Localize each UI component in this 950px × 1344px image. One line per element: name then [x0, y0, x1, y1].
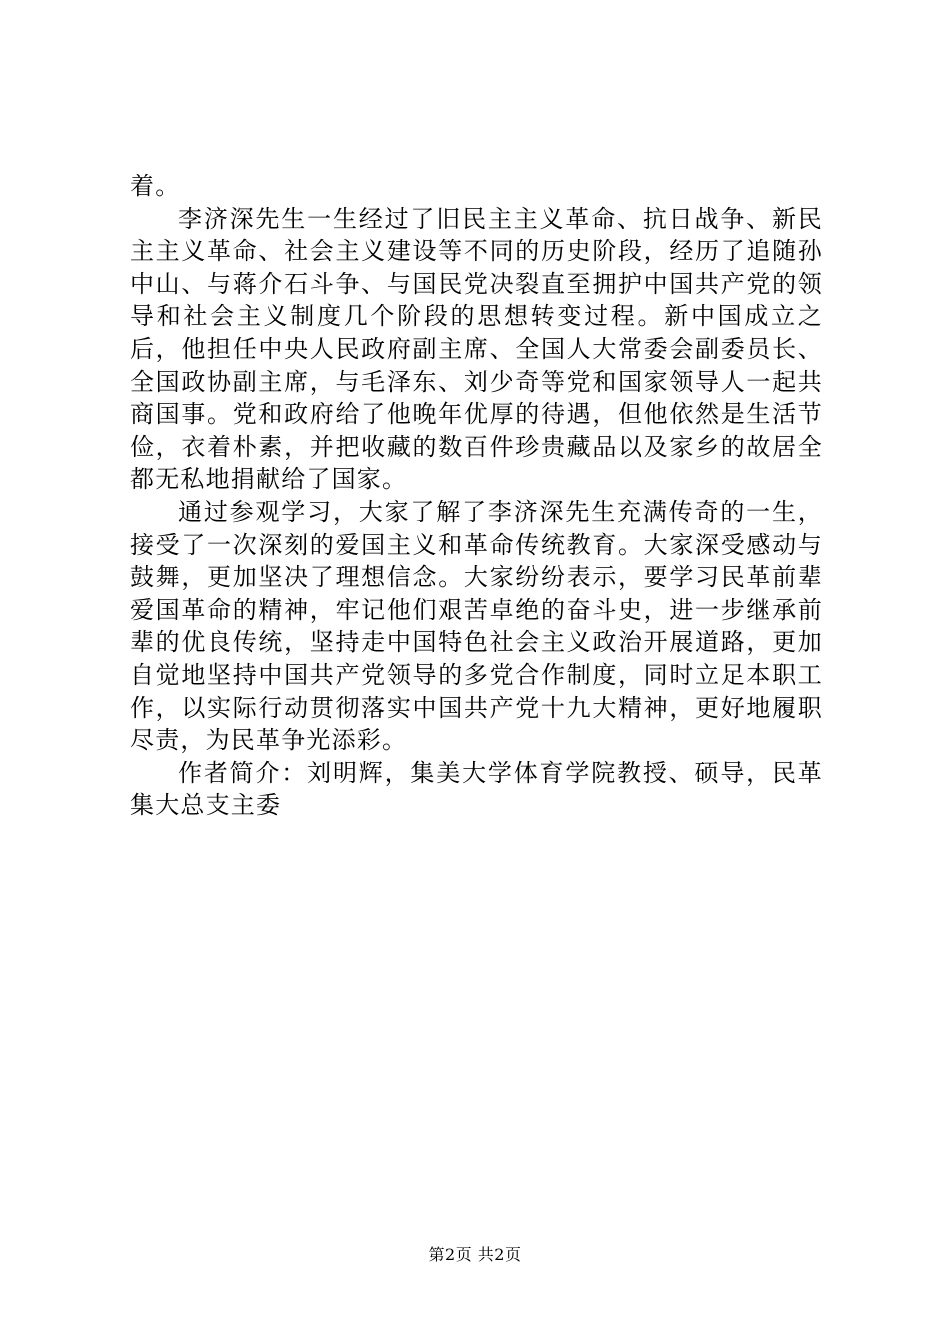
- paragraph-biography: 李济深先生一生经过了旧民主主义革命、抗日战争、新民主主义革命、社会主义建设等不同的历史阶段，经历了追随孙中山、与蒋介石斗争、与国民党决裂直至拥护中国共产党的领导和社会主义制度几个阶段的思想转变过程。新中国成立之后，他担任中央人民政府副主席、全国人大常委会副委员长、全国政协副主席，与毛泽东、刘少奇等党和国家领导人一起共商国事。党和政府给了他晚年优厚的待遇，但他依然是生活节俭，衣着朴素，并把收藏的数百件珍贵藏品以及家乡的故居全都无私地捐献给了国家。: [130, 204, 823, 494]
- paragraph-author-intro: 作者简介：刘明辉，集美大学体育学院教授、硕导，民革集大总支主委: [130, 758, 823, 820]
- page-footer: [0, 1244, 950, 1266]
- paragraph-visit-reflection: 通过参观学习，大家了解了李济深先生充满传奇的一生，接受了一次深刻的爱国主义和革命传统教育。大家深受感动与鼓舞，更加坚决了理想信念。大家纷纷表示，要学习民革前辈爱国革命的精神，牢记他们艰苦卓绝的奋斗史，进一步继承前辈的优良传统，坚持走中国特色社会主义政治开展道路，更加自觉地坚持中国共产党领导的多党合作制度，同时立足本职工作，以实际行动贯彻落实中国共产党十九大精神，更好地履职尽责，为民革争光添彩。: [130, 497, 823, 755]
- document-body: [130, 170, 823, 822]
- paragraph-continuation: 着。: [130, 172, 181, 200]
- page-number: 第2页 共2页: [428, 1245, 522, 1264]
